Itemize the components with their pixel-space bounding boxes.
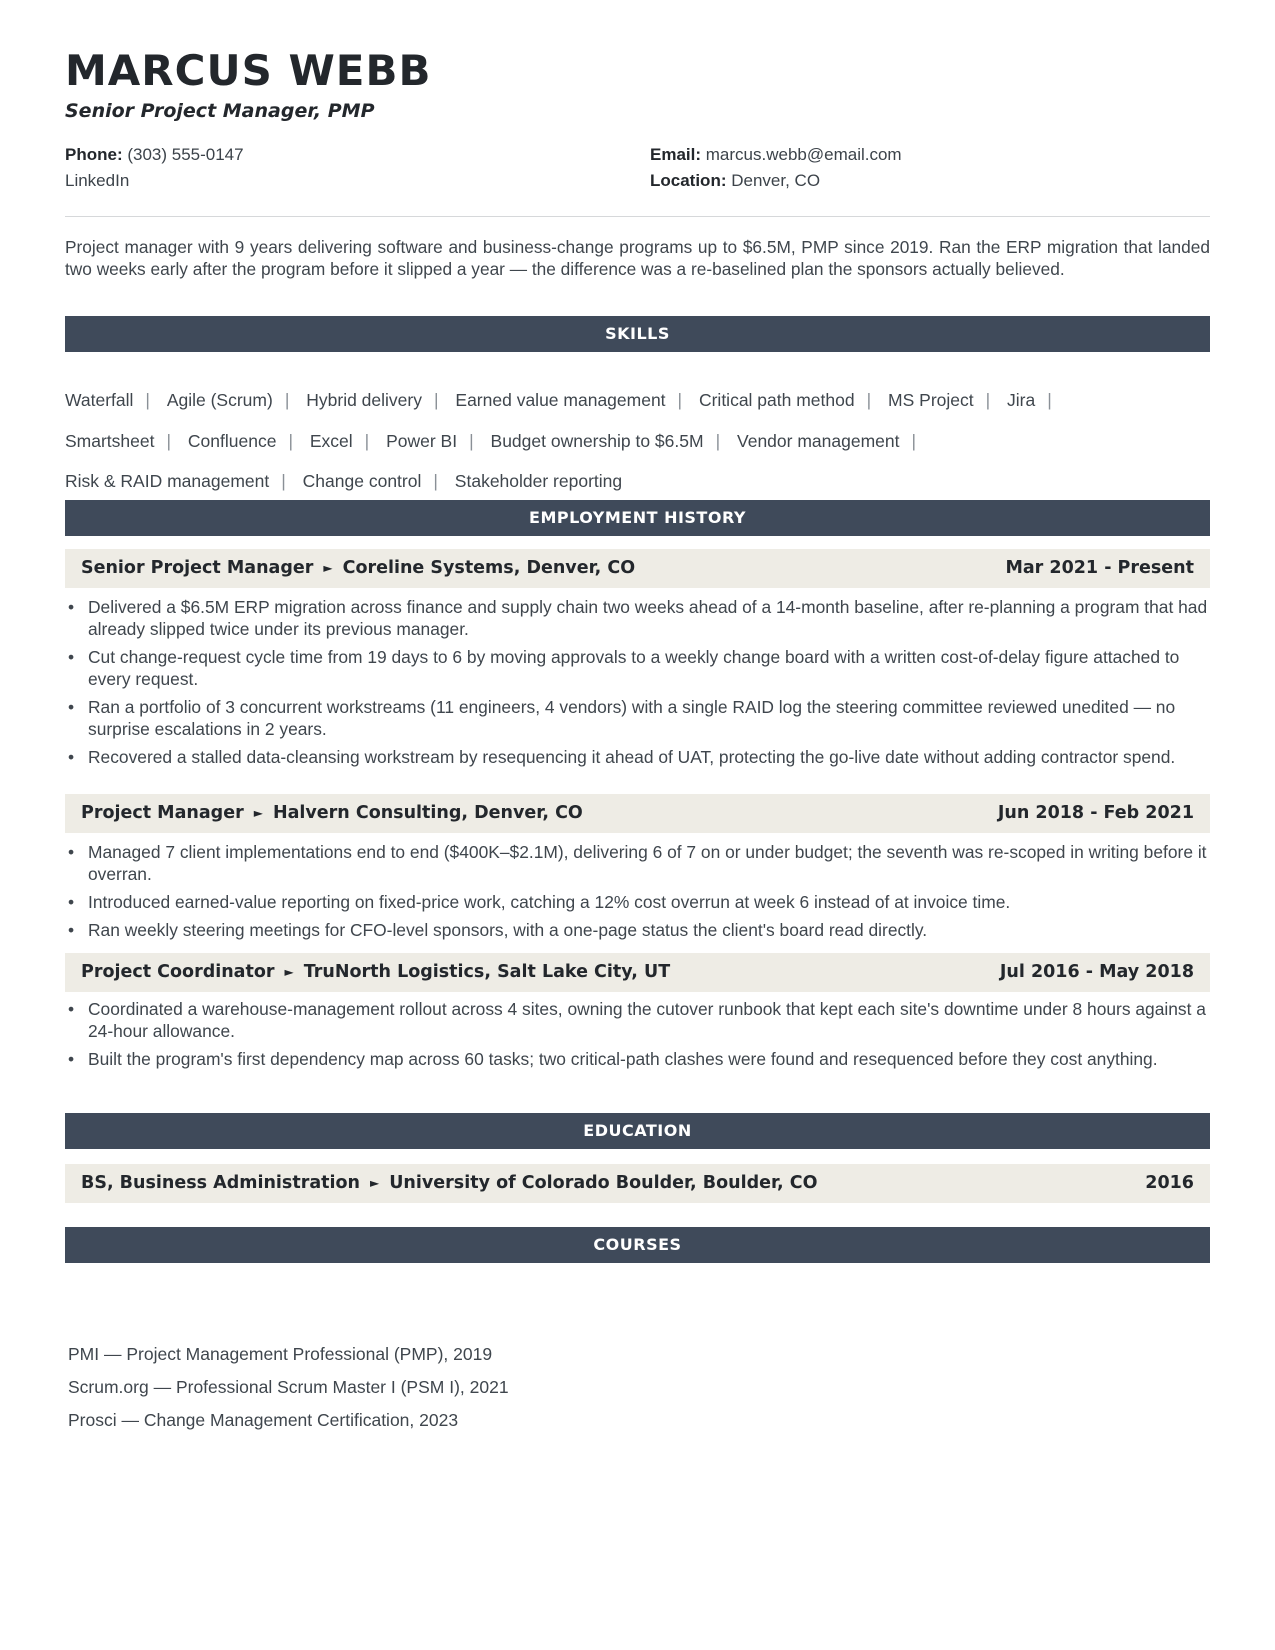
job-company: Coreline Systems, Denver, CO [342,558,636,578]
bullet-icon: • [68,920,75,940]
bullet-text: Recovered a stalled data-cleansing workstream by resequencing it ahead of UAT, protecting the go-live date without adding contractor spend. [88,747,1176,767]
skill-item: Confluence [187,430,277,451]
professional-summary: Project manager with 9 years delivering software and business-change programs up to $6.5M, PMP since 2019. Ran the ERP migration that landed two weeks early after the program before it slipped a year — the difference was a re-baselined plan the sponsors actually believed. [65,237,1210,279]
skill-item: Smartsheet [65,430,155,451]
linkedin-link[interactable]: LinkedIn [65,171,130,190]
skill-separator: | [288,430,293,451]
education-degree: BS, Business Administration [81,1173,360,1193]
list-item [65,841,1210,885]
job-dates: Jun 2018 - Feb 2021 [997,803,1194,823]
list-item [65,891,1210,913]
contact-left [65,142,244,194]
job-role: Senior Project Manager [81,558,314,578]
job-bullets [65,596,1210,774]
arrow-right-icon: ► [323,561,333,575]
email-value: marcus.webb@email.com [705,145,902,164]
skill-item: Excel [309,430,353,451]
bullet-icon: • [68,647,75,667]
skills-list [65,384,1210,506]
list-item [65,998,1210,1042]
job-bullets [65,998,1210,1076]
course-item: Scrum.org — Professional Scrum Master I (PSM I), 2021 [68,1377,509,1397]
phone-row [65,142,244,168]
skill-item: Earned value management [455,390,666,410]
list-item [65,646,1210,690]
skill-separator: | [1047,390,1052,410]
skill-item: Jira [1007,390,1036,410]
skill-item: Power BI [386,430,458,451]
job-dates: Mar 2021 - Present [1005,558,1194,578]
email-row [650,142,902,168]
bullet-icon: • [68,747,75,767]
phone-label: Phone: [65,145,123,164]
location-row [650,168,902,194]
skill-item: Critical path method [698,390,855,410]
skill-item: Change control [302,471,422,491]
contact-right [650,142,902,194]
bullet-icon: • [68,999,75,1019]
bullet-icon: • [68,1049,75,1069]
skill-item: Budget ownership to $6.5M [490,430,704,451]
course-item: PMI — Project Management Professional (PMP), 2019 [68,1344,493,1364]
section-header-courses: COURSES [65,1227,1210,1263]
education-school: University of Colorado Boulder, Boulder, CO [389,1173,818,1193]
bullet-text: Cut change-request cycle time from 19 days to 6 by moving approvals to a weekly change board with a written cost-of-delay figure attached to every request. [88,647,1180,689]
skill-row [65,384,1210,425]
course-item: Prosci — Change Management Certification, 2023 [68,1410,459,1430]
job-header [65,549,1210,588]
skill-row [65,425,1210,466]
candidate-title: Senior Project Manager, PMP [65,100,375,122]
skill-separator: | [145,390,150,410]
list-item [65,1048,1210,1070]
skill-separator: | [677,390,683,410]
bullet-text: Coordinated a warehouse-management rollout across 4 sites, owning the cutover runbook that kept each site's downtime under 8 hours against a 24-hour allowance. [88,999,1206,1041]
bullet-icon: • [68,842,75,862]
skill-separator: | [985,390,991,410]
arrow-right-icon: ► [369,1176,380,1190]
bullet-text: Delivered a $6.5M ERP migration across finance and supply chain two weeks ahead of a 14-month baseline, after re-planning a program that had already slipped twice under its previous manager. [88,597,1208,639]
skill-item: Risk & RAID management [65,471,270,491]
skill-item: Stakeholder reporting [454,471,623,491]
skill-separator: | [364,430,370,451]
header-divider [65,216,1210,217]
job-company: TruNorth Logistics, Salt Lake City, UT [303,962,671,982]
education-year: 2016 [1145,1173,1194,1193]
courses-list [68,1342,509,1441]
list-item [65,596,1210,640]
skill-separator: | [433,390,439,410]
arrow-right-icon: ► [253,806,263,820]
bullet-text: Ran a portfolio of 3 concurrent workstreams (11 engineers, 4 vendors) with a single RAID log the steering committee reviewed unedited — no surprise escalations in 2 years. [88,697,1176,739]
candidate-name: MARCUS WEBB [65,46,432,95]
job-role: Project Manager [81,803,244,823]
bullet-icon: • [68,597,75,617]
location-value: Denver, CO [731,171,821,190]
list-item [65,696,1210,740]
arrow-right-icon: ► [284,965,294,979]
location-label: Location: [650,171,727,190]
bullet-text: Built the program's first dependency map across 60 tasks; two critical-path clashes were found and resequenced before they cost anything. [88,1049,1158,1069]
job-header [65,794,1210,833]
skill-item: Hybrid delivery [306,390,422,410]
job-bullets [65,841,1210,947]
skill-item: Agile (Scrum) [166,390,273,410]
job-company: Halvern Consulting, Denver, CO [272,803,583,823]
skill-separator: | [284,390,290,410]
bullet-text: Managed 7 client implementations end to end ($400K–$2.1M), delivering 6 of 7 on or under budget; the seventh was re-scoped in writing before it overran. [88,842,1207,884]
email-label: Email: [650,145,702,164]
skill-item: Waterfall [65,390,134,410]
skill-separator: | [166,430,172,451]
phone-value: (303) 555-0147 [127,145,244,164]
education-header [65,1164,1210,1203]
skill-item: MS Project [888,390,974,410]
section-header-skills: SKILLS [65,316,1210,352]
skill-separator: | [433,471,438,491]
bullet-text: Introduced earned-value reporting on fixed-price work, catching a 12% cost overrun at week 6 instead of at invoice time. [88,892,1011,912]
section-header-education: EDUCATION [65,1113,1210,1149]
skill-separator: | [911,430,917,451]
skill-item: Vendor management [737,430,900,451]
bullet-icon: • [68,892,75,912]
bullet-icon: • [68,697,75,717]
skill-separator: | [866,390,872,410]
skill-separator: | [469,430,474,451]
list-item [65,919,1210,941]
job-role: Project Coordinator [81,962,275,982]
list-item [65,746,1210,768]
job-dates: Jul 2016 - May 2018 [999,962,1194,982]
section-header-employment: EMPLOYMENT HISTORY [65,500,1210,536]
bullet-text: Ran weekly steering meetings for CFO-level sponsors, with a one-page status the client's board read directly. [88,920,928,940]
job-header [65,953,1210,992]
skill-separator: | [715,430,721,451]
skill-separator: | [281,471,286,491]
